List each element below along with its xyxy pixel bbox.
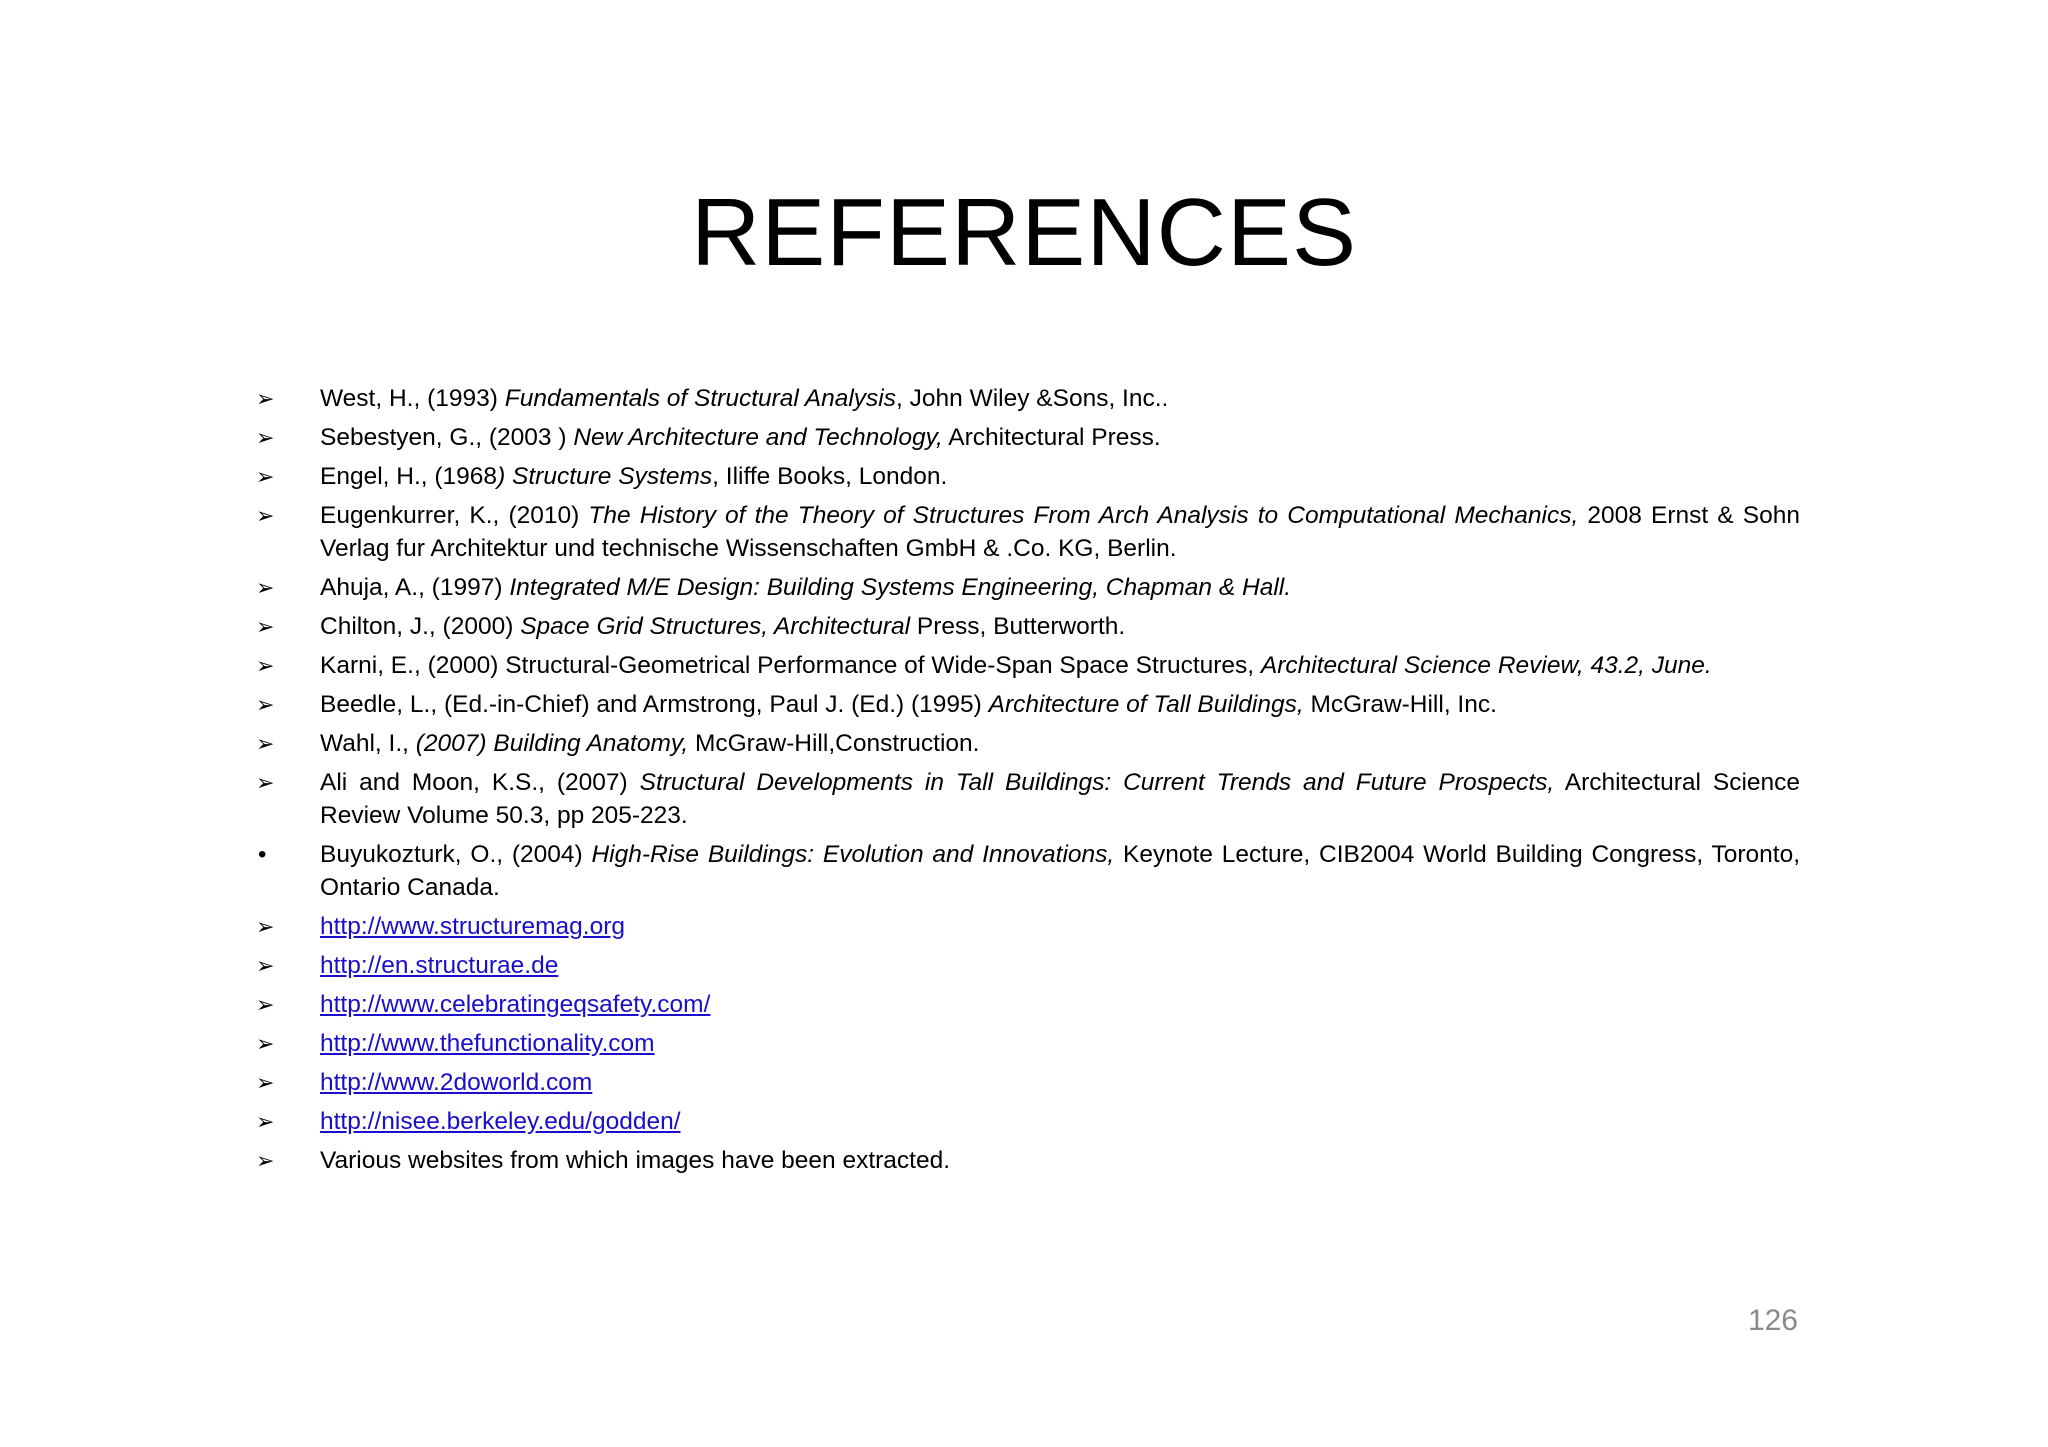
arrow-bullet-icon: ➢ xyxy=(256,425,275,450)
arrow-bullet-icon: ➢ xyxy=(256,1031,275,1056)
reference-link[interactable]: http://nisee.berkeley.edu/godden/ xyxy=(320,1108,681,1135)
reference-item xyxy=(250,1144,1800,1177)
arrow-bullet-icon: ➢ xyxy=(256,731,275,756)
reference-link[interactable]: http://www.thefunctionality.com xyxy=(320,1030,655,1057)
reference-italic-text: (2007) Building Anatomy, xyxy=(415,730,689,757)
arrow-bullet-icon: ➢ xyxy=(256,614,275,639)
reference-text: Chilton, J., (2000) xyxy=(320,613,521,640)
reference-italic-text: High-Rise Buildings: Evolution and Innovations, xyxy=(591,841,1115,868)
reference-text: 2008 Ernst & Sohn Verlag fur Architektur und technische Wissenschaften GmbH & .Co. KG, Berlin. xyxy=(320,502,1800,562)
reference-text: McGraw-Hill, Inc. xyxy=(1303,691,1497,718)
reference-italic-text: Architectural Science Review, 43.2, June. xyxy=(1260,652,1712,679)
bullet-dot-icon: • xyxy=(258,841,267,868)
reference-text: Karni, E., (2000) Structural-Geometrical Performance of Wide-Span Space Structures, xyxy=(320,652,1261,679)
reference-text: Ali and Moon, K.S., (2007) xyxy=(320,769,640,796)
reference-italic-text: ) Structure Systems xyxy=(497,463,713,490)
reference-text: Various websites from which images have been extracted. xyxy=(320,1147,951,1174)
reference-text: Beedle, L., (Ed.-in-Chief) and Armstrong, Paul J. (Ed.) (1995) xyxy=(320,691,989,718)
reference-item xyxy=(250,382,1800,415)
arrow-bullet-icon: ➢ xyxy=(256,992,275,1017)
reference-text: , John Wiley &Sons, Inc.. xyxy=(896,385,1169,412)
arrow-bullet-icon: ➢ xyxy=(256,503,275,528)
reference-item xyxy=(250,571,1800,604)
reference-item xyxy=(250,910,1800,943)
arrow-bullet-icon: ➢ xyxy=(256,914,275,939)
arrow-bullet-icon: ➢ xyxy=(256,1070,275,1095)
reference-text: Eugenkurrer, K., (2010) xyxy=(320,502,589,529)
arrow-bullet-icon: ➢ xyxy=(256,464,275,489)
reference-link[interactable]: http://www.structuremag.org xyxy=(320,913,626,940)
page-number: 126 xyxy=(1747,1304,1798,1337)
reference-item xyxy=(250,949,1800,982)
reference-item xyxy=(250,610,1800,643)
reference-italic-text: Fundamentals of Structural Analysis xyxy=(504,385,897,412)
reference-text: Architectural Science Review Volume 50.3, pp 205-223. xyxy=(320,769,1801,829)
arrow-bullet-icon: ➢ xyxy=(256,692,275,717)
reference-text: Engel, H., (1968 xyxy=(320,463,498,490)
reference-item xyxy=(250,421,1800,454)
reference-item xyxy=(250,499,1800,565)
reference-italic-text: Space Grid Structures, Architectural xyxy=(520,613,911,640)
reference-text: Ahuja, A., (1997) xyxy=(320,574,510,601)
reference-link[interactable]: http://en.structurae.de xyxy=(320,952,559,979)
reference-link[interactable]: http://www.celebratingeqsafety.com/ xyxy=(320,991,711,1018)
reference-item xyxy=(250,766,1800,832)
arrow-bullet-icon: ➢ xyxy=(256,575,275,600)
reference-item xyxy=(250,1105,1800,1138)
reference-item xyxy=(250,838,1800,904)
references-list xyxy=(250,382,1800,1183)
arrow-bullet-icon: ➢ xyxy=(256,653,275,678)
reference-item xyxy=(250,649,1800,682)
reference-italic-text: Architecture of Tall Buildings, xyxy=(988,691,1304,718)
reference-text: McGraw-Hill,Construction. xyxy=(688,730,980,757)
arrow-bullet-icon: ➢ xyxy=(256,1148,275,1173)
reference-italic-text: Integrated M/E Design: Building Systems Engineering, Chapman & Hall. xyxy=(509,574,1292,601)
arrow-bullet-icon: ➢ xyxy=(256,953,275,978)
page-title: REFERENCES xyxy=(690,179,1358,286)
reference-text: Buyukozturk, O., (2004) xyxy=(320,841,592,868)
reference-item xyxy=(250,988,1800,1021)
arrow-bullet-icon: ➢ xyxy=(256,386,275,411)
reference-text: Architectural Press. xyxy=(942,424,1161,451)
reference-text: Wahl, I., xyxy=(320,730,416,757)
reference-item xyxy=(250,727,1800,760)
reference-item xyxy=(250,1027,1800,1060)
reference-text: Press, Butterworth. xyxy=(910,613,1126,640)
reference-link[interactable]: http://www.2doworld.com xyxy=(320,1069,593,1096)
reference-italic-text: New Architecture and Technology, xyxy=(573,424,943,451)
reference-text: , Iliffe Books, London. xyxy=(712,463,948,490)
reference-item xyxy=(250,688,1800,721)
reference-text: Keynote Lecture, CIB2004 World Building Congress, Toronto, Ontario Canada. xyxy=(320,841,1800,901)
arrow-bullet-icon: ➢ xyxy=(256,770,275,795)
arrow-bullet-icon: ➢ xyxy=(256,1109,275,1134)
reference-item xyxy=(250,460,1800,493)
reference-item xyxy=(250,1066,1800,1099)
reference-italic-text: Structural Developments in Tall Buildings: Current Trends and Future Prospects, xyxy=(639,769,1555,796)
reference-italic-text: The History of the Theory of Structures From Arch Analysis to Computational Mechanics, xyxy=(588,502,1579,529)
reference-text: Sebestyen, G., (2003 ) xyxy=(320,424,574,451)
reference-text: West, H., (1993) xyxy=(320,385,505,412)
